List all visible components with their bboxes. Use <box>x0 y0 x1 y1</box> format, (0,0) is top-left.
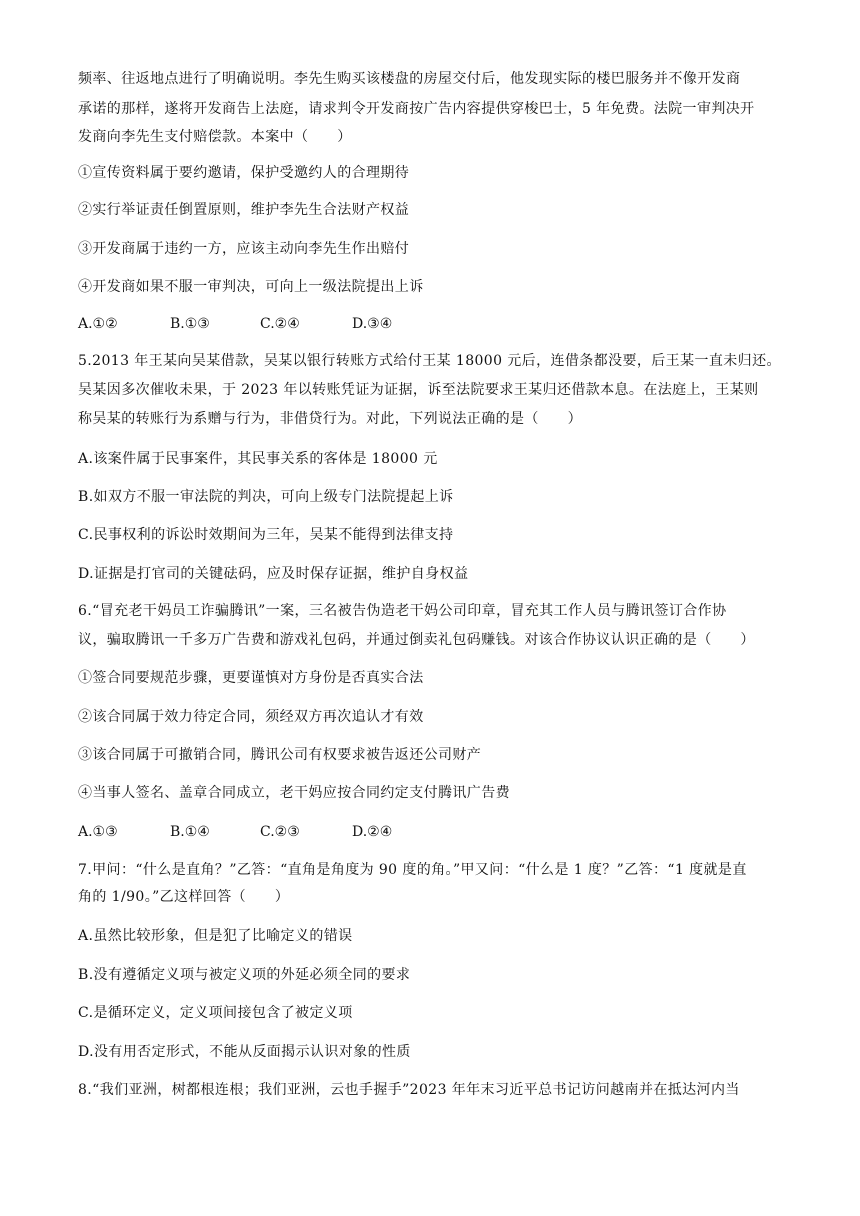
q6-statement-2: ②该合同属于效力待定合同，须经双方再次追认才有效 <box>78 709 424 725</box>
q4-choice-b: B.①③ <box>170 316 210 332</box>
q4-stem-line-1: 频率、往返地点进行了明确说明。李先生购买该楼盘的房屋交付后，他发现实际的楼巴服务并不像开发商 <box>78 71 741 87</box>
q4-statement-2: ②实行举证责任倒置原则，维护李先生合法财产权益 <box>78 202 410 218</box>
q7-option-c: C.是循环定义，定义项间接包含了被定义项 <box>78 1005 353 1021</box>
q6-choice-d: D.②④ <box>352 824 393 840</box>
q7-stem-line-2: 角的 1/90。”乙这样回答（ ） <box>78 889 290 905</box>
q5-stem-line-3: 称吴某的转账行为系赠与行为，非借贷行为。对此，下列说法正确的是（ ） <box>78 411 582 427</box>
q6-choice-a: A.①③ <box>78 824 118 840</box>
q7-option-b: B.没有遵循定义项与被定义项的外延必须全同的要求 <box>78 967 411 983</box>
q6-stem-line-1: 6.“冒充老干妈员工诈骗腾讯”一案，三名被告伪造老干妈公司印章，冒充其工作人员与腾讯签订合作协 <box>78 603 727 619</box>
q4-statement-4: ④开发商如果不服一审判决，可向上一级法院提出上诉 <box>78 279 424 295</box>
q6-stem-line-2: 议，骗取腾讯一千多万广告费和游戏礼包码，并通过倒卖礼包码赚钱。对该合作协议认识正确的是（ ） <box>78 632 755 648</box>
q5-option-c: C.民事权利的诉讼时效期间为三年，吴某不能得到法律支持 <box>78 527 454 543</box>
q6-statement-1: ①签合同要规范步骤，更要谨慎对方身份是否真实合法 <box>78 670 424 686</box>
q5-option-a: A.该案件属于民事案件，其民事关系的客体是 18000 元 <box>78 451 438 467</box>
q7-stem-line-1: 7.甲问：“什么是直角？”乙答：“直角是角度为 90 度的角。”甲又问：“什么是 1 度？”乙答：“1 度就是直 <box>78 862 747 878</box>
q5-stem-line-1: 5.2013 年王某向吴某借款，吴某以银行转账方式给付王某 18000 元后，连借条都没要，后王某一直未归还。 <box>78 353 781 369</box>
q4-choice-d: D.③④ <box>352 316 393 332</box>
q6-statement-3: ③该合同属于可撤销合同，腾讯公司有权要求被告返还公司财产 <box>78 747 482 763</box>
q5-stem-line-2: 吴某因多次催收未果，于 2023 年以转账凭证为证据，诉至法院要求王某归还借款本息。在法庭上，王某则 <box>78 382 759 398</box>
q7-option-a: A.虽然比较形象，但是犯了比喻定义的错误 <box>78 928 353 944</box>
q4-statement-3: ③开发商属于违约一方，应该主动向李先生作出赔付 <box>78 241 410 257</box>
q5-option-b: B.如双方不服一审法院的判决，可向上级专门法院提起上诉 <box>78 489 454 505</box>
q5-option-d: D.证据是打官司的关键砝码，应及时保存证据，维护自身权益 <box>78 566 469 582</box>
q6-statement-4: ④当事人签名、盖章合同成立，老干妈应按合同约定支付腾讯广告费 <box>78 785 510 801</box>
q4-stem-line-3: 发商向李先生支付赔偿款。本案中（ ） <box>78 129 352 145</box>
q8-stem-line-1: 8.“我们亚洲，树都根连根；我们亚洲，云也手握手”2023 年年末习近平总书记访问越南并在抵达河内当 <box>78 1082 740 1098</box>
q4-choices <box>78 314 790 334</box>
q7-option-d: D.没有用否定形式，不能从反面揭示认识对象的性质 <box>78 1044 411 1060</box>
q4-statement-1: ①宣传资料属于要约邀请，保护受邀约人的合理期待 <box>78 165 410 181</box>
q6-choice-c: C.②③ <box>260 824 300 840</box>
q6-choices <box>78 822 790 842</box>
q6-choice-b: B.①④ <box>170 824 210 840</box>
q4-stem-line-2: 承诺的那样，遂将开发商告上法庭，请求判令开发商按广告内容提供穿梭巴士，5 年免费。法院一审判决开 <box>78 101 755 117</box>
q4-choice-c: C.②④ <box>260 316 300 332</box>
q4-choice-a: A.①② <box>78 316 118 332</box>
